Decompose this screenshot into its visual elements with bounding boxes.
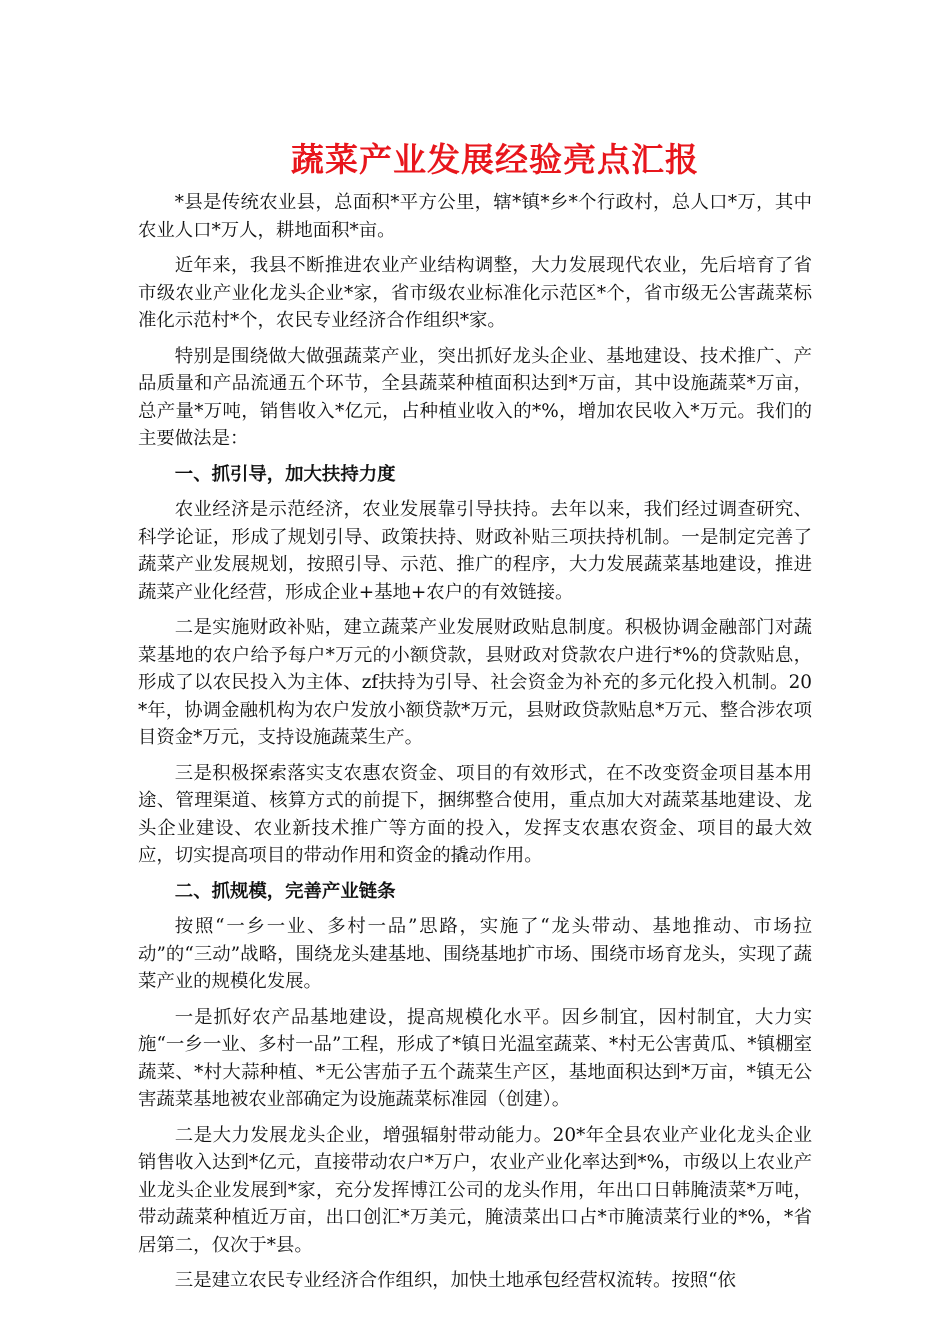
section-heading-guidance: 一、抓引导，加大扶持力度	[174, 463, 396, 485]
paragraph-intro: *县是传统农业县，总面积*平方公里，辖*镇*乡*个行政村，总人口*万，其中农业人口*万人，耕地面积*亩。	[138, 192, 812, 241]
paragraph-recent-years: 近年来，我县不断推进农业产业结构调整，大力发展现代农业，先后培育了省市级农业产业化龙头企业*家，省市级农业标准化示范区*个，省市级无公害蔬菜标准化示范村*个，农民专业经济合作组织*家。	[138, 255, 812, 331]
paragraph-base-construction: 一是抓好农产品基地建设，提高规模化水平。因乡制宜，因村制宜，大力实施“一乡一业、多村一品”工程，形成了*镇日光温室蔬菜、*村无公害黄瓜、*镇棚室蔬菜、*村大蒜种植、*无公害茄子五个蔬菜生产区，基地面积达到*万亩，*镇无公害蔬菜基地被农业部确定为设施蔬菜标准园（创建）。	[138, 1006, 812, 1110]
paragraph-vegetable-focus: 特别是围绕做大做强蔬菜产业，突出抓好龙头企业、基地建设、技术推广、产品质量和产品流通五个环节，全县蔬菜种植面积达到*万亩，其中设施蔬菜*万亩，总产量*万吨，销售收入*亿元，占种植业收入的*%，增加农民收入*万元。我们的主要做法是：	[138, 345, 812, 449]
section-heading-scale: 二、抓规模，完善产业链条	[174, 880, 396, 902]
paragraph-scale-strategy: 按照“一乡一业、多村一品”思路，实施了“龙头带动、基地推动、市场拉动”的“三动”战略，围绕龙头建基地、围绕基地扩市场、围绕市场育龙头，实现了蔬菜产业的规模化发展。	[138, 916, 812, 992]
document-body	[138, 134, 812, 1303]
paragraph-guidance-planning: 农业经济是示范经济，农业发展靠引导扶持。去年以来，我们经过调查研究、科学论证，形成了规划引导、政策扶持、财政补贴三项扶持机制。一是制定完善了蔬菜产业发展规划，按照引导、示范、推广的程序，大力发展蔬菜基地建设，推进蔬菜产业化经营，形成企业+基地+农户的有效链接。	[138, 499, 812, 603]
paragraph-fund-integration: 三是积极探索落实支农惠农资金、项目的有效形式，在不改变资金项目基本用途、管理渠道、核算方式的前提下，捆绑整合使用，重点加大对蔬菜基地建设、龙头企业建设、农业新技术推广等方面的投入，发挥支农惠农资金、项目的最大效应，切实提高项目的带动作用和资金的撬动作用。	[138, 762, 812, 866]
paragraph-fiscal-subsidy: 二是实施财政补贴，建立蔬菜产业发展财政贴息制度。积极协调金融部门对蔬菜基地的农户给予每户*万元的小额贷款，县财政对贷款农户进行*%的贷款贴息，形成了以农民投入为主体、zf扶持为引导、社会资金为补充的多元化投入机制。20*年，协调金融机构为农户发放小额贷款*万元，县财政贷款贴息*万元、整合涉农项目资金*万元，支持设施蔬菜生产。	[138, 617, 812, 748]
paragraph-cooperatives: 三是建立农民专业经济合作组织，加快土地承包经营权流转。按照“依	[174, 1270, 736, 1291]
paragraph-leading-enterprises: 二是大力发展龙头企业，增强辐射带动能力。20*年全县农业产业化龙头企业销售收入达到*亿元，直接带动农户*万户，农业产业化率达到*%，市级以上农业产业龙头企业发展到*家，充分发挥博江公司的龙头作用，年出口日韩腌渍菜*万吨，带动蔬菜种植近万亩，出口创汇*万美元，腌渍菜出口占*市腌渍菜行业的*%，*省居第二，仅次于*县。	[138, 1124, 812, 1256]
document-title: 蔬菜产业发展经验亮点汇报	[291, 140, 699, 179]
